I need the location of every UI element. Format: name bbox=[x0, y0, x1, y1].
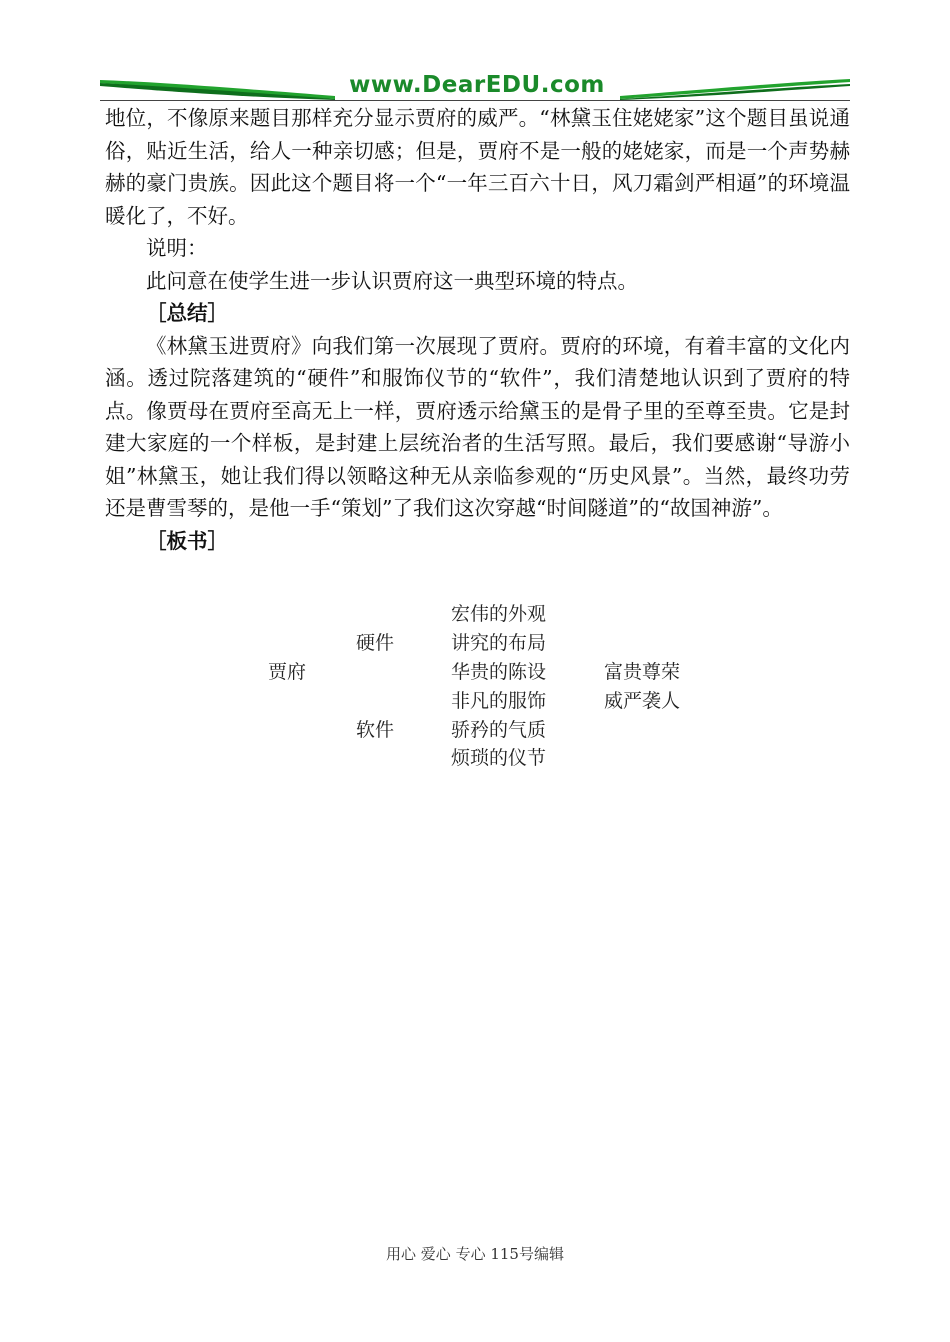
board-conclusion: 威严袭人 bbox=[604, 690, 681, 712]
board-software-item: 烦琐的仪节 bbox=[451, 747, 547, 769]
board-software-label: 软件 bbox=[356, 719, 395, 741]
paragraph-continuation: 地位，不像原来题目那样充分显示贾府的威严。“林黛玉住姥姥家”这个题目虽说通俗，贴近生活，给人一种亲切感；但是，贾府不是一般的姥姥家，而是一个声势赫赫的豪门贵族。因此这个题目将一个“一年三百六十日，风刀霜剑严相逼”的环境温暖化了，不好。 bbox=[105, 106, 850, 228]
site-logo: www.DearEDU.com bbox=[349, 72, 605, 98]
paragraph-note: 此问意在使学生进一步认识贾府这一典型环境的特点。 bbox=[146, 268, 638, 293]
paragraph-note-label: 说明： bbox=[146, 236, 208, 260]
document-body bbox=[105, 102, 850, 557]
board-software-item: 骄矜的气质 bbox=[451, 719, 547, 741]
board-conclusion: 富贵尊荣 bbox=[604, 661, 681, 683]
summary-text: 《林黛玉进贾府》向我们第一次展现了贾府。贾府的环境，有着丰富的文化内涵。透过院落建筑的“硬件”和服饰仪节的“软件”，我们清楚地认识到了贾府的特点。像贾母在贾府至高无上一样，贾府透示给黛玉的是骨子里的至尊至贵。它是封建大家庭的一个样板，是封建上层统治者的生活写照。最后，我们要感谢“导游小姐”林黛玉，她让我们得以领略这种无从亲临参观的“历史风景”。当然，最终功劳还是曹雪琴的，是他一手“策划”了我们这次穿越“时间隧道”的“故国神游”。 bbox=[105, 333, 850, 520]
board-software-item: 非凡的服饰 bbox=[451, 690, 547, 712]
board-hardware-item: 宏伟的外观 bbox=[451, 603, 547, 625]
board-hardware-label: 硬件 bbox=[356, 632, 395, 654]
board-hardware-item: 讲究的布局 bbox=[451, 632, 547, 654]
page-header bbox=[100, 70, 850, 104]
summary-title: ［总结］ bbox=[146, 301, 228, 325]
header-divider bbox=[100, 100, 850, 101]
board-title: ［板书］ bbox=[146, 528, 228, 553]
board-hardware-item: 华贵的陈设 bbox=[451, 661, 547, 683]
board-root: 贾府 bbox=[268, 661, 307, 683]
page-footer: 用心 爱心 专心 115号编辑 bbox=[386, 1245, 564, 1263]
